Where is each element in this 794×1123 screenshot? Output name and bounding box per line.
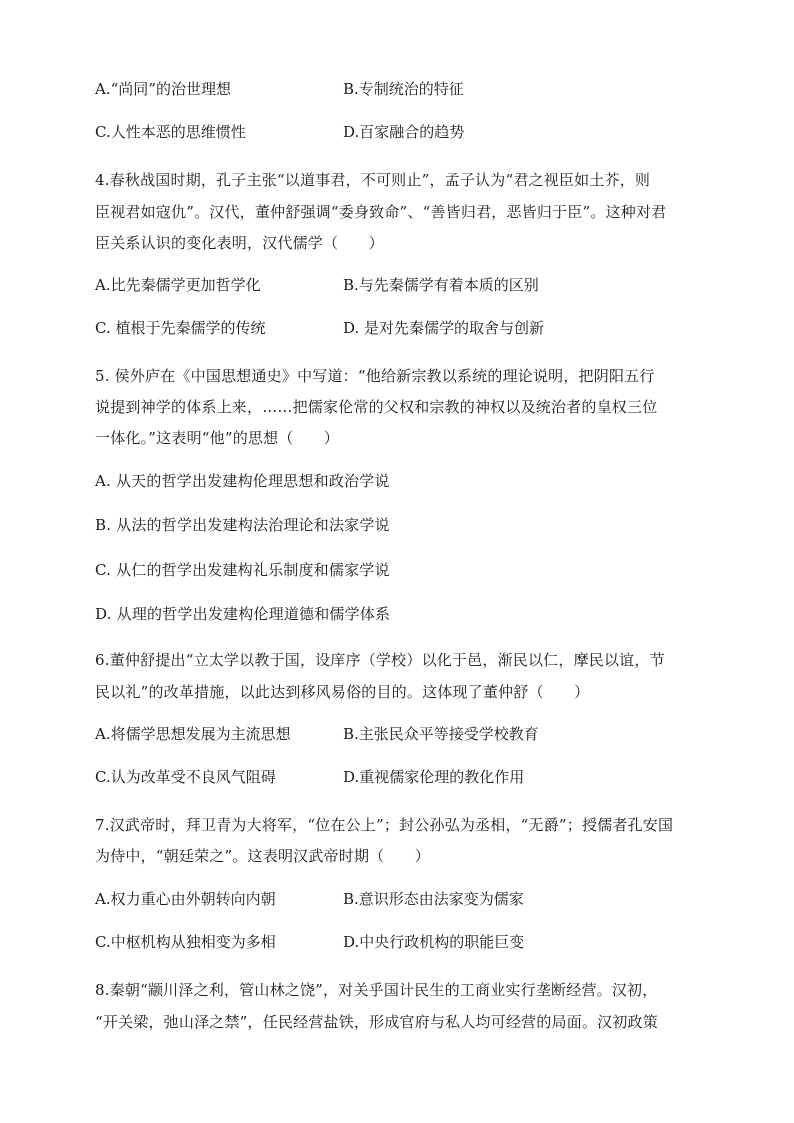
q4-option-b[interactable]: B.与先秦儒学有着本质的区别 bbox=[343, 276, 539, 294]
q6-stem-line-2: 民以礼”的改革措施，以此达到移风易俗的目的。这体现了董仲舒（ ） bbox=[95, 683, 590, 701]
q4-option-row-1 bbox=[95, 275, 715, 295]
q6-option-row-1 bbox=[95, 724, 715, 744]
q6-option-d[interactable]: D.重视儒家伦理的教化作用 bbox=[343, 768, 525, 786]
q6-option-row-2 bbox=[95, 767, 715, 787]
q5-stem-line-3: 一体化。”这表明“他”的思想（ ） bbox=[95, 429, 340, 447]
q4-option-c[interactable]: C. 植根于先秦儒学的传统 bbox=[95, 319, 266, 337]
q5-option-a[interactable]: A. 从天的哲学出发建构伦理思想和政治学说 bbox=[95, 472, 390, 490]
q6-stem-line-1: 6.董仲舒提出“立太学以教于国，设庠序（学校）以化于邑，渐民以仁，摩民以谊，节 bbox=[95, 651, 665, 669]
q4-option-d[interactable]: D. 是对先秦儒学的取舍与创新 bbox=[343, 319, 545, 337]
q7-option-c[interactable]: C.中枢机构从独相变为多相 bbox=[95, 933, 276, 951]
q6-option-c[interactable]: C.认为改革受不良风气阻碍 bbox=[95, 768, 276, 786]
q7-option-d[interactable]: D.中央行政机构的职能巨变 bbox=[343, 933, 525, 951]
q4-option-a[interactable]: A.比先秦儒学更加哲学化 bbox=[95, 276, 261, 294]
q5-option-d[interactable]: D. 从理的哲学出发建构伦理道德和儒学体系 bbox=[95, 605, 391, 623]
q5-stem-line-2: 说提到神学的体系上来，……把儒家伦常的父权和宗教的神权以及统治者的皇权三位 bbox=[95, 398, 658, 416]
q3-option-c[interactable]: C.人性本恶的思维惯性 bbox=[95, 123, 246, 141]
q4-option-row-2 bbox=[95, 318, 715, 338]
q3-option-d[interactable]: D.百家融合的趋势 bbox=[343, 123, 465, 141]
q3-option-b[interactable]: B.专制统治的特征 bbox=[343, 80, 464, 98]
q4-stem-line-3: 臣关系认识的变化表明，汉代儒学（ ） bbox=[95, 234, 384, 252]
q5-option-c[interactable]: C. 从仁的哲学出发建构礼乐制度和儒家学说 bbox=[95, 561, 390, 579]
q3-option-row-2 bbox=[95, 122, 715, 142]
q3-option-a[interactable]: A.“尚同”的治世理想 bbox=[95, 80, 231, 98]
q7-option-row-1 bbox=[95, 889, 715, 909]
q4-stem-line-1: 4.春秋战国时期，孔子主张“以道事君，不可则止”，孟子认为“君之视臣如土芥，则 bbox=[95, 171, 651, 189]
q8-stem-line-2: “开关梁，弛山泽之禁”，任民经营盐铁，形成官府与私人均可经营的局面。汉初政策 bbox=[95, 1013, 658, 1031]
q6-option-b[interactable]: B.主张民众平等接受学校教育 bbox=[343, 725, 539, 743]
q7-option-b[interactable]: B.意识形态由法家变为儒家 bbox=[343, 890, 524, 908]
q4-stem-line-2: 臣视君如寇仇”。汉代，董仲舒强调“委身致命”、“善皆归君，恶皆归于臣”。这种对君 bbox=[95, 203, 667, 221]
q5-option-b[interactable]: B. 从法的哲学出发建构法治理论和法家学说 bbox=[95, 516, 390, 534]
q8-stem-line-1: 8.秦朝“颛川泽之利，管山林之饶”，对关乎国计民生的工商业实行垄断经营。汉初， bbox=[95, 981, 658, 999]
q6-option-a[interactable]: A.将儒学思想发展为主流思想 bbox=[95, 725, 291, 743]
q7-option-row-2 bbox=[95, 932, 715, 952]
q7-option-a[interactable]: A.权力重心由外朝转向内朝 bbox=[95, 890, 276, 908]
q7-stem-line-2: 为侍中，“朝廷荣之”。这表明汉武帝时期（ ） bbox=[95, 847, 430, 865]
q5-stem-line-1: 5. 侯外庐在《中国思想通史》中写道：“他给新宗教以系统的理论说明，把阴阳五行 bbox=[95, 367, 655, 385]
q3-option-row-1 bbox=[95, 79, 715, 99]
q7-stem-line-1: 7.汉武帝时，拜卫青为大将军，“位在公上”；封公孙弘为丞相，“无爵”；授儒者孔安国 bbox=[95, 816, 674, 834]
